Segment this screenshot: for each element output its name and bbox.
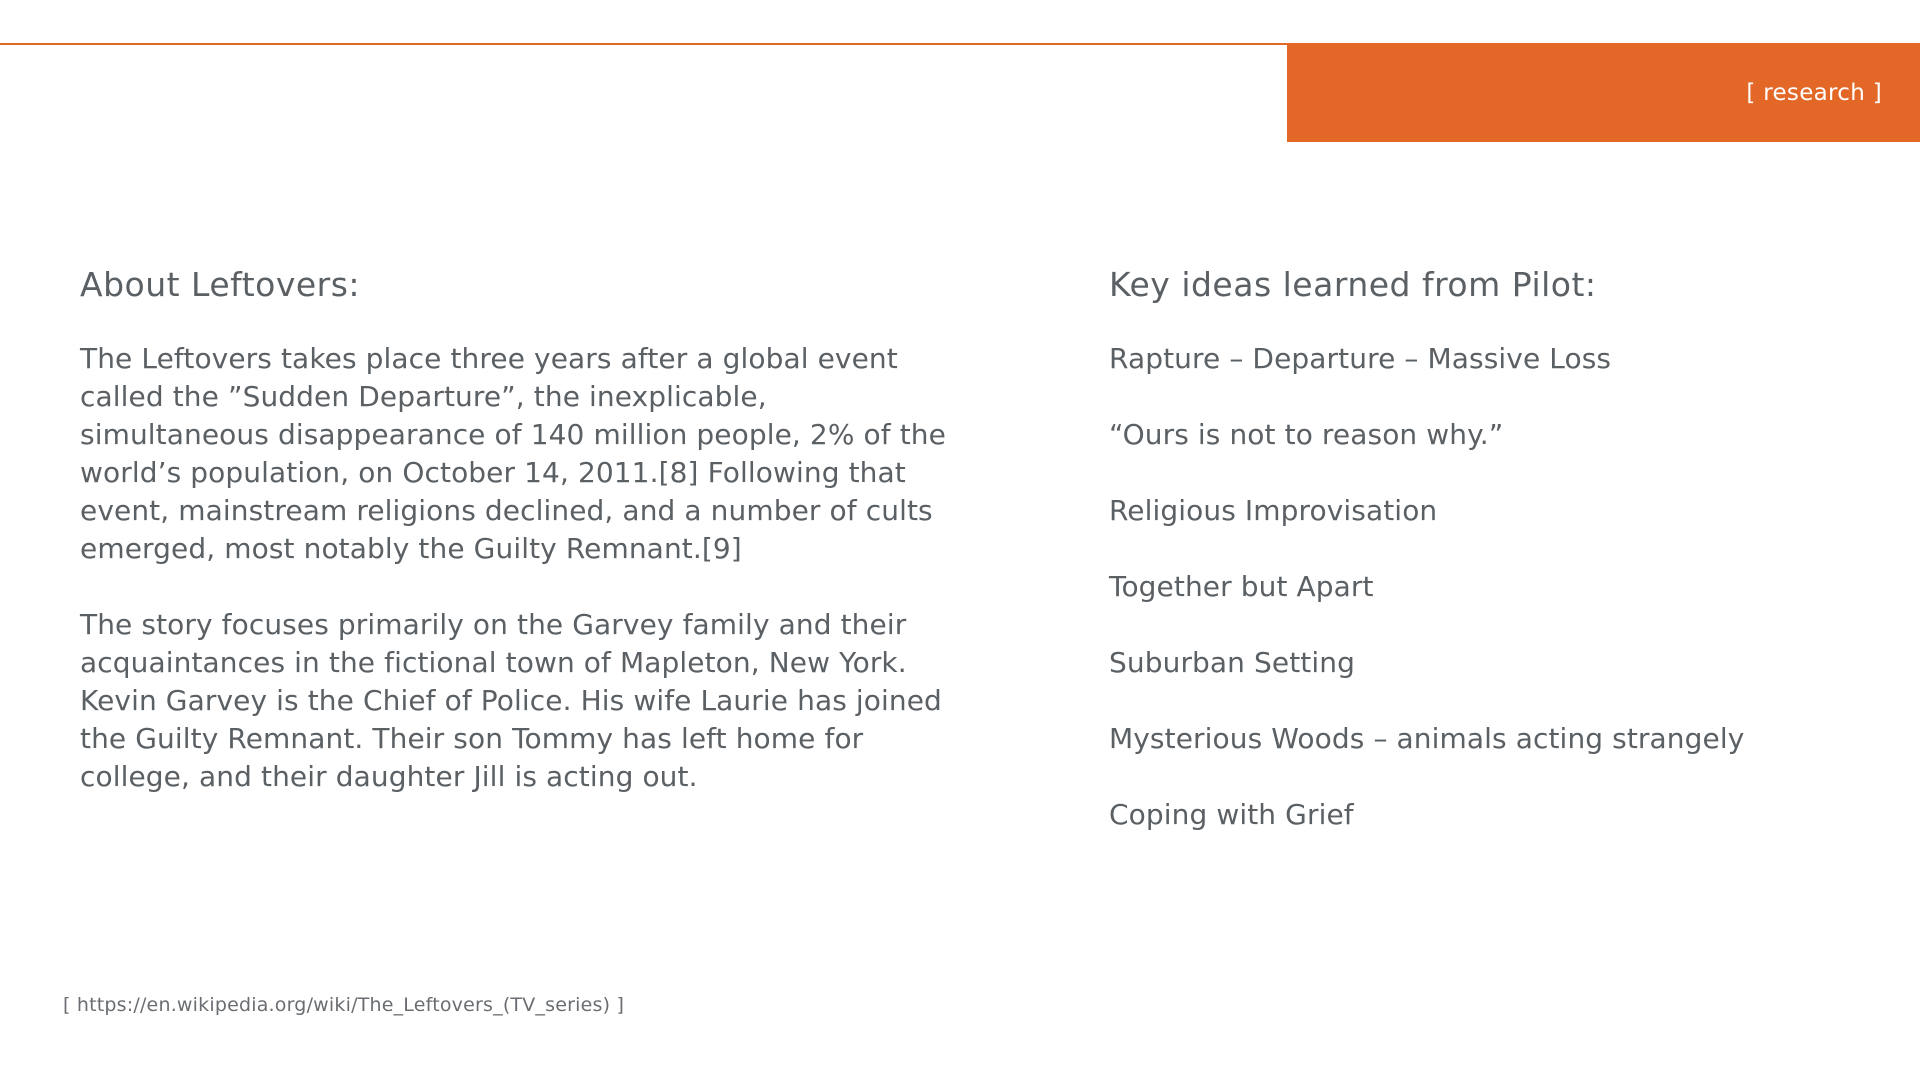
key-idea-item: Rapture – Departure – Massive Loss: [1109, 342, 1612, 375]
about-column: [80, 265, 960, 796]
key-ideas-column: [1109, 265, 1889, 872]
key-idea-item: Together but Apart: [1109, 570, 1374, 603]
section-tag: [ research ]: [1746, 80, 1882, 106]
key-idea-item: “Ours is not to reason why.”: [1109, 418, 1504, 451]
key-ideas-list: [1109, 340, 1889, 834]
key-idea-item: Suburban Setting: [1109, 646, 1355, 679]
section-tag-banner: [1287, 44, 1920, 142]
key-idea-item: Coping with Grief: [1109, 798, 1354, 831]
about-paragraph-story: The story focuses primarily on the Garvey family and their acquaintances in the fictional town of Mapleton, New York. Kevin Garvey is the Chief of Police. His wife Laurie has joined the Guilty Remnant. Their son Tommy has left home for college, and their daughter Jill is acting out.: [80, 608, 942, 793]
about-paragraph-premise: The Leftovers takes place three years after a global event called the ”Sudden Departure”, the inexplicable, simultaneous disappearance of 140 million people, 2% of the world’s population, on October 14, 2011.[8] Following that event, mainstream religions declined, and a number of cults emerged, most notably the Guilty Remnant.[9]: [80, 342, 946, 565]
key-ideas-heading: Key ideas learned from Pilot:: [1109, 265, 1597, 304]
key-idea-item: Mysterious Woods – animals acting strangely: [1109, 722, 1745, 755]
about-heading: About Leftovers:: [80, 265, 361, 304]
key-idea-item: Religious Improvisation: [1109, 494, 1438, 527]
source-citation: [ https://en.wikipedia.org/wiki/The_Leftovers_(TV_series) ]: [63, 994, 625, 1016]
